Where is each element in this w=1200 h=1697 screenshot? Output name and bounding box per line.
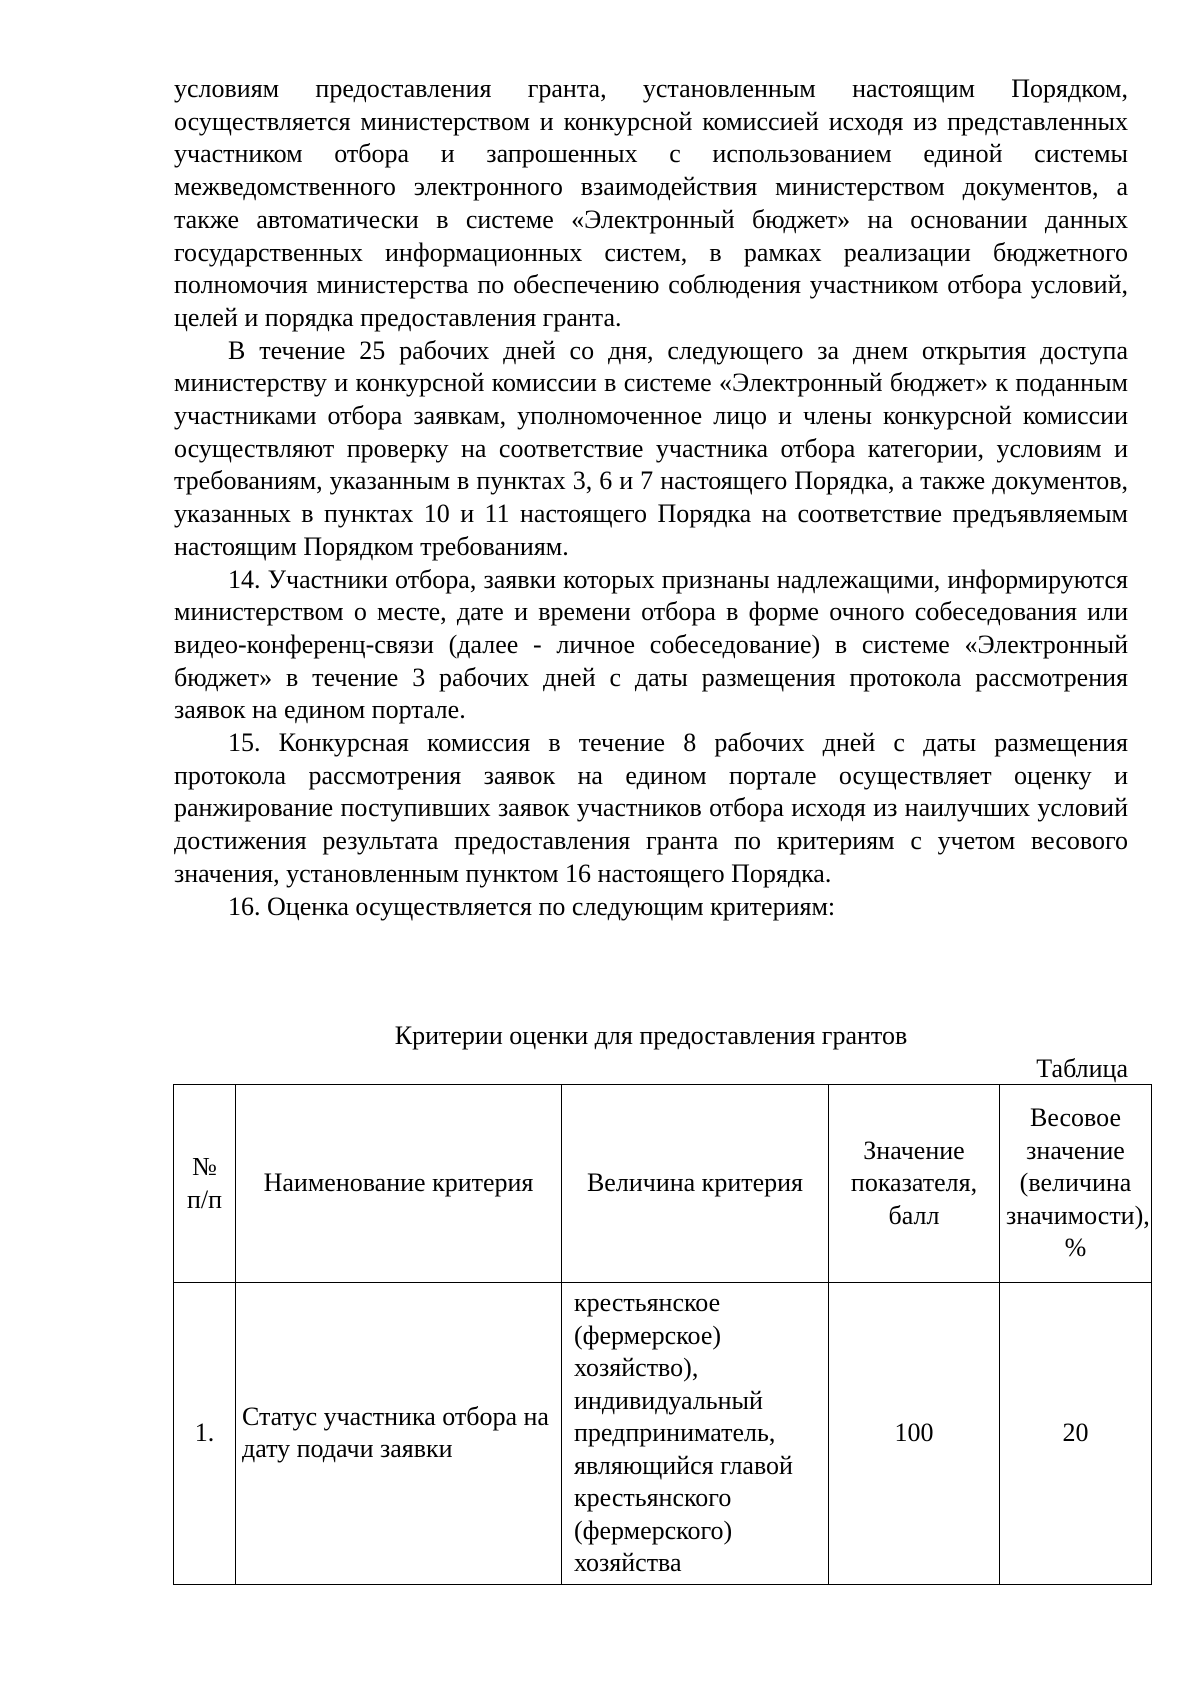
table-caption: Критерии оценки для предоставления грантов [394,1021,908,1050]
paragraph-continuation: условиям предоставления гранта, установленным настоящим Порядком, осуществляется министерством и конкурсной комиссией исходя из представленных участником отбора и запрошенных с использованием единой системы межведомственного электронного взаимодействия министерством документов, а также автоматически в системе «Электронный бюджет» на основании данных государственных информационных систем, в рамках реализации бюджетного полномочия министерства по обеспечению соблюдения участником отбора условий, целей и порядка предоставления гранта. [174,74,1128,332]
cell-name: Статус участника отбора на дату подачи заявки [236,1283,562,1585]
header-num: № п/п [174,1085,236,1283]
paragraph-16: 16. Оценка осуществляется по следующим критериям: [228,891,836,921]
criteria-table [173,1084,1152,1585]
header-name: Наименование критерия [236,1085,562,1283]
table-label: Таблица [1036,1054,1128,1083]
header-value: Величина критерия [562,1085,829,1283]
cell-score: 100 [829,1283,1000,1585]
body-text [174,73,1128,923]
paragraph-review-period: В течение 25 рабочих дней со дня, следующего за днем открытия доступа министерству и конкурсной комиссии в системе «Электронный бюджет» к поданным участниками отбора заявкам, уполномоченное лицо и члены конкурсной комиссии осуществляют проверку на соответствие участника отбора категории, условиям и требованиям, указанным в пунктах 3, 6 и 7 настоящего Порядка, а также документов, указанных в пунктах 10 и 11 настоящего Порядка на соответствие предъявляемым настоящим Порядком требованиям. [174,335,1128,561]
header-weight: Весовое значение (величина значимости), % [1000,1085,1152,1283]
paragraph-14: 14. Участники отбора, заявки которых признаны надлежащими, информируются министерством о месте, дате и времени отбора в форме очного собеседования или видео-конференц-связи (далее - личное собеседование) в системе «Электронный бюджет» в течение 3 рабочих дней с даты размещения протокола рассмотрения заявок на едином портале. [174,564,1128,725]
cell-value: крестьянское (фермерское) хозяйство), индивидуальный предприниматель, являющийся главой крестьянского (фермерского) хозяйства [562,1283,829,1585]
cell-num: 1. [174,1283,236,1585]
header-score: Значение показателя, балл [829,1085,1000,1283]
table-header-row [174,1085,1152,1283]
cell-weight: 20 [1000,1283,1152,1585]
paragraph-15: 15. Конкурсная комиссия в течение 8 рабочих дней с даты размещения протокола рассмотрения заявок на едином портале осуществляет оценку и ранжирование поступивших заявок участников отбора исходя из наилучших условий достижения результата предоставления гранта по критериям с учетом весового значения, установленным пунктом 16 настоящего Порядка. [174,728,1128,888]
table-row [174,1283,1152,1585]
